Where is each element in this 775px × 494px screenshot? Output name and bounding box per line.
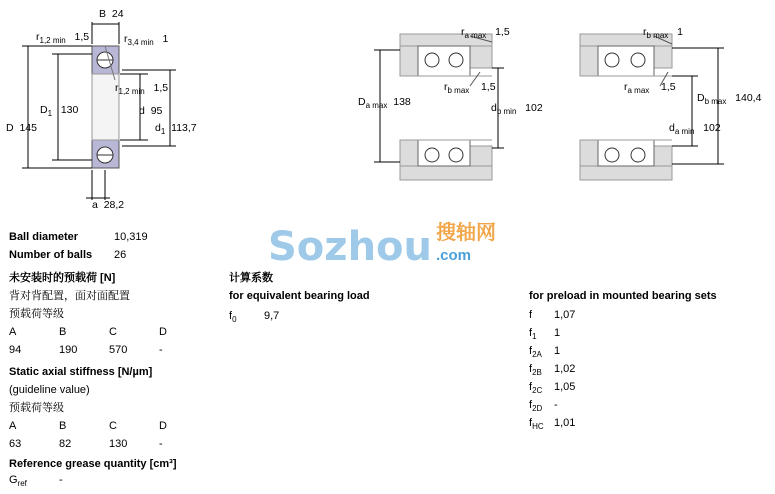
preload-sets-title: for preload in mounted bearing sets: [529, 290, 717, 302]
factor-label: $f_1$: [529, 327, 537, 341]
dim-Da-max: $D_{a max}$ 138: [358, 96, 411, 110]
dim-r12: $r_{1,2 min}$ 1,5: [36, 31, 90, 45]
stiffness-title: Static axial stiffness [N/µm]: [9, 366, 153, 378]
f0-label: $f_0$: [229, 310, 237, 324]
preload-header-C: C: [109, 326, 117, 338]
preload-class-label: 预载荷等级: [9, 308, 64, 320]
stiffness-value-B: 82: [59, 438, 72, 450]
watermark-sozhou: Sozhou: [268, 224, 433, 270]
equivalent-load-subtitle: for equivalent bearing load: [229, 290, 370, 302]
grease-value: -: [59, 474, 63, 486]
dim-D1: $D_1$ 130: [40, 104, 79, 118]
preload-header-A: A: [9, 326, 17, 338]
dim-D: D 145: [6, 122, 37, 134]
factor-value: -: [554, 399, 558, 411]
dim-B: B 24: [99, 8, 124, 20]
dim-r12-inner: $r_{1,2 min}$ 1,5: [115, 82, 169, 96]
dim-db-min: $d_{b min}$ 102: [491, 102, 543, 116]
factor-label: $f_{2B}$: [529, 363, 542, 377]
factor-label: f: [529, 309, 533, 321]
stiffness-value-C: 130: [109, 438, 128, 450]
preload-value-A: 94: [9, 344, 22, 356]
preload-value-D: -: [159, 344, 163, 356]
mounting-drawing-b: [580, 34, 724, 180]
factor-value: 1: [554, 327, 561, 339]
preload-subtitle: 背对背配置，面对面配置: [9, 290, 130, 302]
factor-label: $f_{2C}$: [529, 381, 543, 395]
dim-d1: $d_1$ 113,7: [155, 122, 197, 136]
preload-header-D: D: [159, 326, 167, 338]
watermark-com: .com: [436, 247, 472, 264]
factor-label: $f_{2A}$: [529, 345, 542, 359]
stiffness-header-D: D: [159, 420, 167, 432]
number-balls-label: Number of balls: [9, 249, 93, 261]
factor-value: 1,07: [554, 309, 576, 321]
dim-ra-max: $r_{a max}$ 1,5: [461, 26, 510, 40]
calc-factors-title: 计算系数: [229, 272, 273, 284]
f0-value: 9,7: [264, 310, 280, 322]
dim-ra-max-2: $r_{a max}$ 1,5: [624, 81, 676, 95]
dim-da-min: $d_{a min}$ 102: [669, 122, 721, 136]
factor-label: $f_{2D}$: [529, 399, 543, 413]
dim-d: d 95: [139, 105, 163, 117]
dim-rb-max: $r_{b max}$ 1,5: [444, 81, 496, 95]
preload-title: 未安装时的预载荷 [N]: [9, 272, 116, 284]
preload-value-C: 570: [109, 344, 128, 356]
stiffness-header-C: C: [109, 420, 117, 432]
stiffness-value-D: -: [159, 438, 163, 450]
grease-title: Reference grease quantity [cm³]: [9, 458, 177, 470]
stiffness-value-A: 63: [9, 438, 22, 450]
number-balls-value: 26: [114, 249, 127, 261]
factor-value: 1,05: [554, 381, 576, 393]
stiffness-subtitle: (guideline value): [9, 384, 90, 396]
stiffness-header-B: B: [59, 420, 67, 432]
dim-a: a 28,2: [92, 199, 125, 211]
factor-value: 1: [554, 345, 561, 357]
factor-value: 1,01: [554, 417, 576, 429]
dim-rb-max-2: $r_{b max}$ 1: [643, 26, 683, 40]
stiffness-header-A: A: [9, 420, 17, 432]
factor-label: $f_{HC}$: [529, 417, 544, 431]
ball-diameter-label: Ball diameter: [9, 231, 79, 243]
dim-Db-max: $D_{b max}$ 140,4: [697, 92, 762, 106]
preload-header-B: B: [59, 326, 67, 338]
preload-value-B: 190: [59, 344, 78, 356]
grease-label: $G_{ref}$: [9, 474, 27, 488]
dim-r34: $r_{3,4 min}$ 1: [124, 33, 169, 47]
watermark-cn: 搜轴网: [436, 222, 496, 244]
ball-diameter-value: 10,319: [114, 231, 148, 243]
stiffness-class-label: 预载荷等级: [9, 402, 64, 414]
factor-value: 1,02: [554, 363, 576, 375]
